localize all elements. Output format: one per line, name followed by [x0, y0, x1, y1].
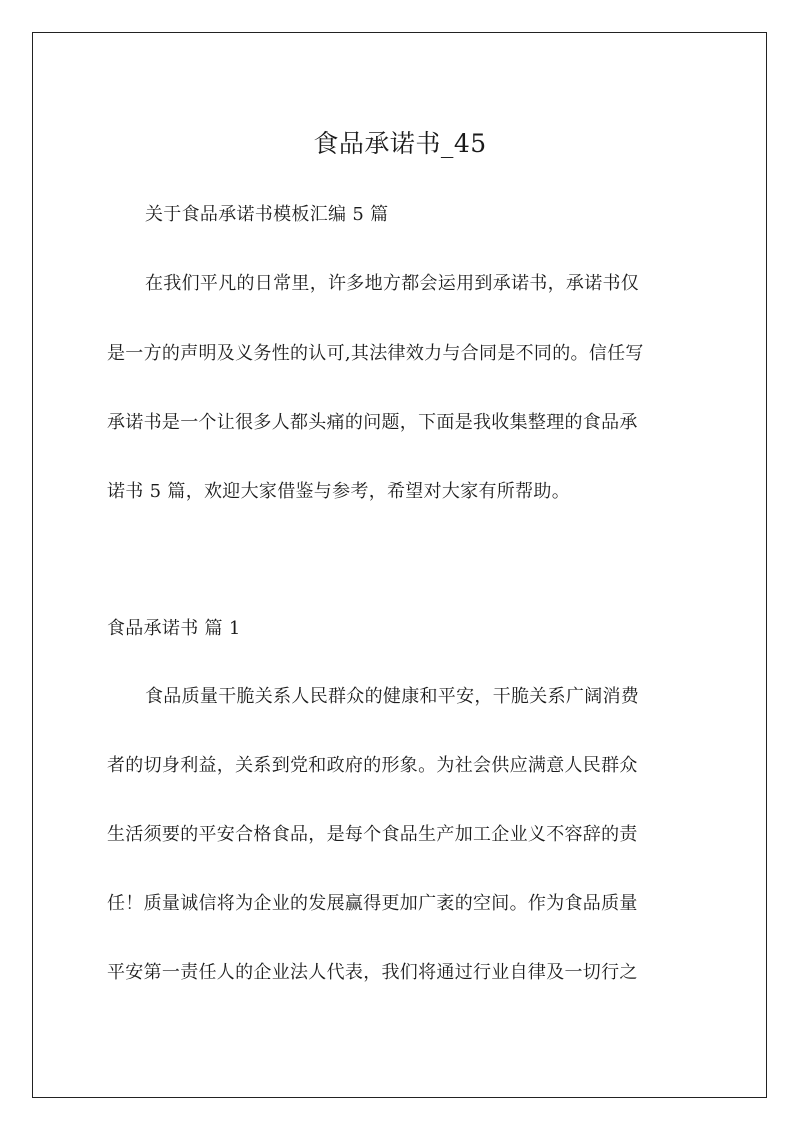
page-border	[32, 32, 767, 1098]
intro-line-1: 在我们平凡的日常里，许多地方都会运用到承诺书，承诺书仅	[145, 273, 640, 294]
intro-line-2: 是一方的声明及义务性的认可,其法律效力与合同是不同的。信任写	[107, 343, 644, 364]
body-line-4: 任！质量诚信将为企业的发展赢得更加广袤的空间。作为食品质量	[107, 893, 638, 914]
body-line-1: 食品质量干脆关系人民群众的健康和平安，干脆关系广阔消费	[145, 686, 640, 707]
intro-line-4: 诺书 5 篇，欢迎大家借鉴与参考，希望对大家有所帮助。	[107, 481, 570, 502]
section-heading: 食品承诺书 篇 1	[107, 618, 241, 639]
document-subtitle: 关于食品承诺书模板汇编 5 篇	[145, 204, 389, 225]
body-line-3: 生活须要的平安合格食品，是每个食品生产加工企业义不容辞的责	[107, 824, 638, 845]
intro-line-3: 承诺书是一个让很多人都头痛的问题，下面是我收集整理的食品承	[107, 412, 638, 433]
document-title: 食品承诺书_45	[313, 129, 487, 158]
body-line-5: 平安第一责任人的企业法人代表，我们将通过行业自律及一切行之	[107, 962, 638, 983]
body-line-2: 者的切身利益，关系到党和政府的形象。为社会供应满意人民群众	[107, 755, 638, 776]
